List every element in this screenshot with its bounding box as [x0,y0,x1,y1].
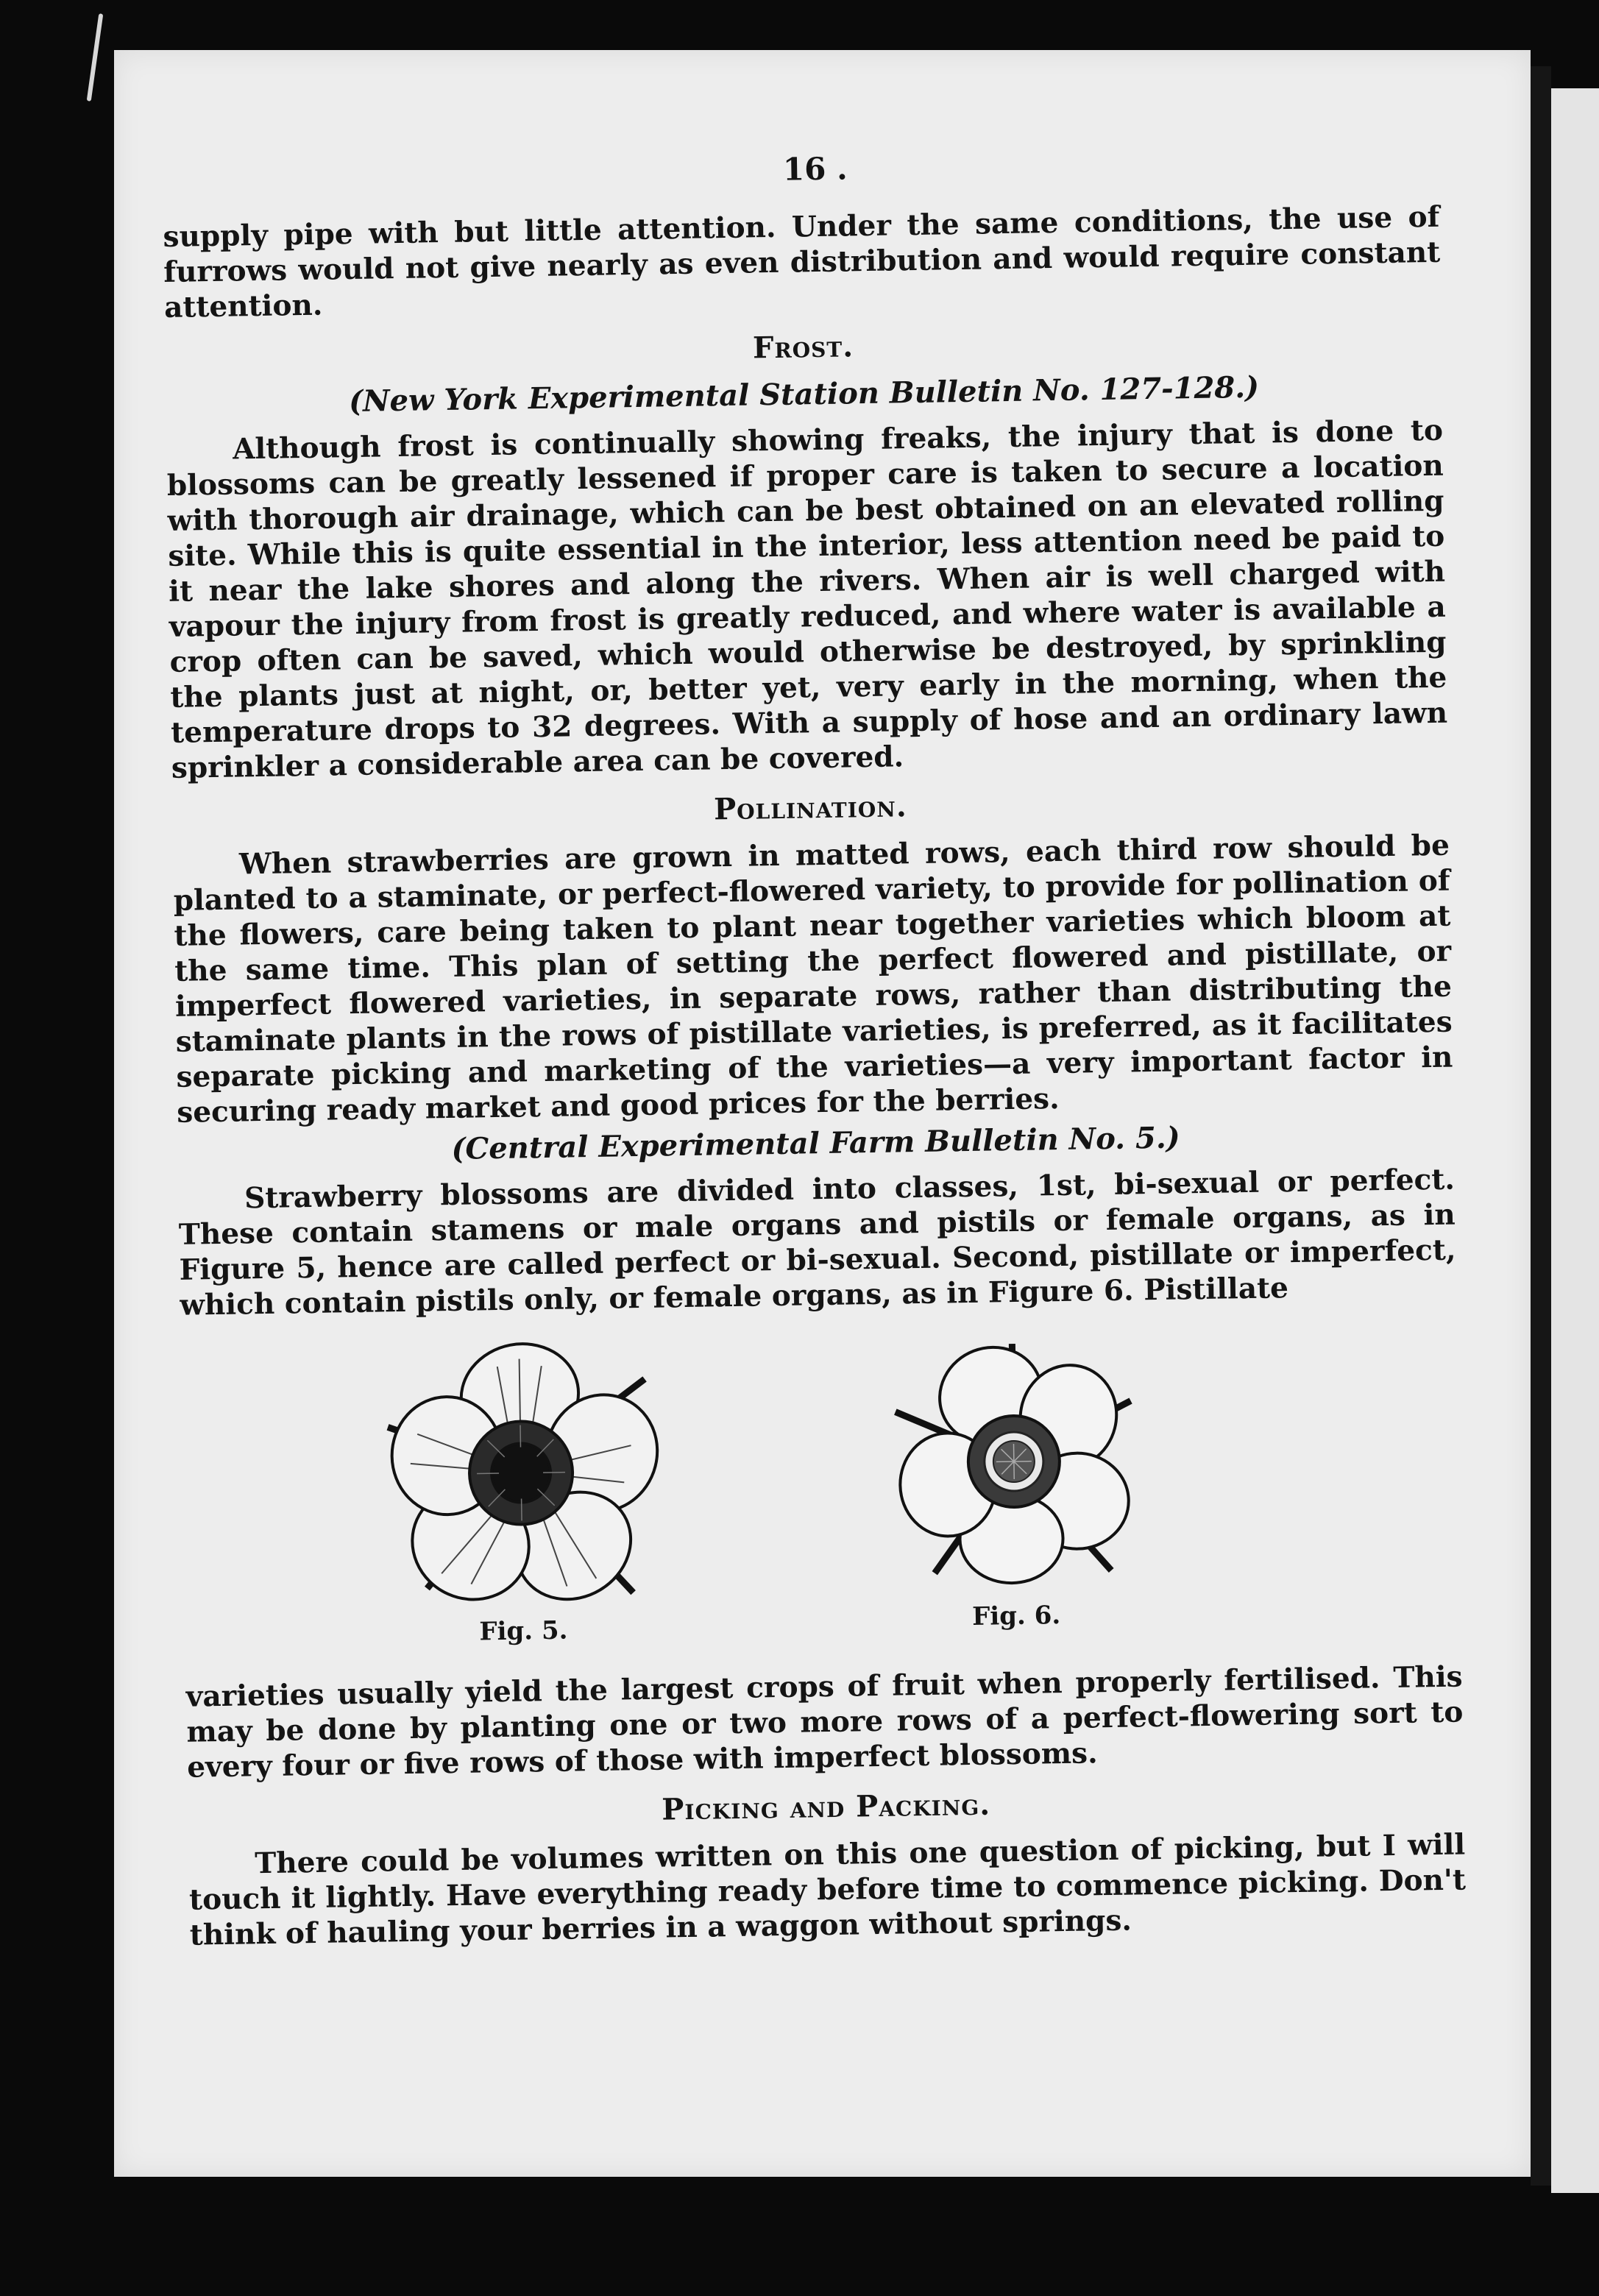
figure-5-caption: Fig. 5. [479,1615,568,1647]
perfect-flower-illustration [379,1335,663,1612]
page-gutter [1531,66,1551,2186]
paragraph-picking: There could be volumes written on this one question of picking, but I will touch it lightly. Have everything ready before time to commence picking. Don't think of hauling your berries in a waggon without springs. [188,1827,1467,1952]
adjacent-page-edge [1551,88,1599,2193]
figure-6-caption: Fig. 6. [971,1601,1061,1631]
page-number: 16 . [782,150,848,188]
figure-5 [379,1335,664,1651]
paragraph-varieties: varieties usually yield the largest crops of fruit when properly fertilised. This may be done by planting one or two more rows of a perfect-flowering sort to every four or five rows of those with imperfect blossoms. [185,1659,1464,1785]
heading-pollination: Pollination. [713,789,908,827]
heading-picking: Picking and Packing. [661,1787,991,1827]
heading-frost: Frost. [752,329,854,366]
figure-6 [887,1327,1141,1635]
page-content [162,142,1467,1953]
scan-artifact [87,13,104,102]
source-central: (Central Experimental Farm Bulletin No. 5.) [451,1120,1180,1166]
paragraph-intro: supply pipe with but little attention. Under the same conditions, the use of furrows would not give nearly as even distribution and would require constant attention. [163,199,1441,325]
paragraph-frost: Although frost is continually showing freaks, the injury that is done to blossoms can be greatly lessened if proper care is taken to secure a location with thorough air drainage, which can be best obtained on an elevated rolling site. While this is quite essential in the interior, less attention need be paid to it near the lake shores and along the rivers. When air is well charged with vapour the injury from frost is greatly reduced, and where water is available a crop often can be saved, which would otherwise be destroyed, by sprinkling the plants just at night, or, better yet, very early in the morning, when the temperature drops to 32 degrees. With a supply of hose and an ordinary lawn sprinkler a considerable area can be covered. [166,413,1448,785]
source-frost: (New York Experimental Station Bulletin No. 127-128.) [348,369,1260,419]
pistillate-flower-illustration [887,1327,1141,1595]
paragraph-pollination: When strawberries are grown in matted rows, each third row should be planted to a staminate, or perfect-flowered variety, to provide for pollination of the flowers, care being taken to plant near together varieties which bloom at the same time. This plan of setting the perfect flowered and pistillate, or imperfect flowered varieties, in separate rows, rather than distributing the staminate plants in the rows of pistillate varieties, is preferred, as it facilitates separate picking and marketing of the varieties—a very important factor in securing ready market and good prices for the berries. [173,828,1453,1130]
figures-row [180,1322,1462,1666]
paragraph-blossoms: Strawberry blossoms are divided into classes, 1st, bi-sexual or perfect. These contain stamens or male organs and pistils or female organs, as in Figure 5, hence are called perfect or bi-sexual. Second, pistillate or imperfect, which contain pistils only, or female organs, as in Figure 6. Pistillate [178,1162,1456,1322]
